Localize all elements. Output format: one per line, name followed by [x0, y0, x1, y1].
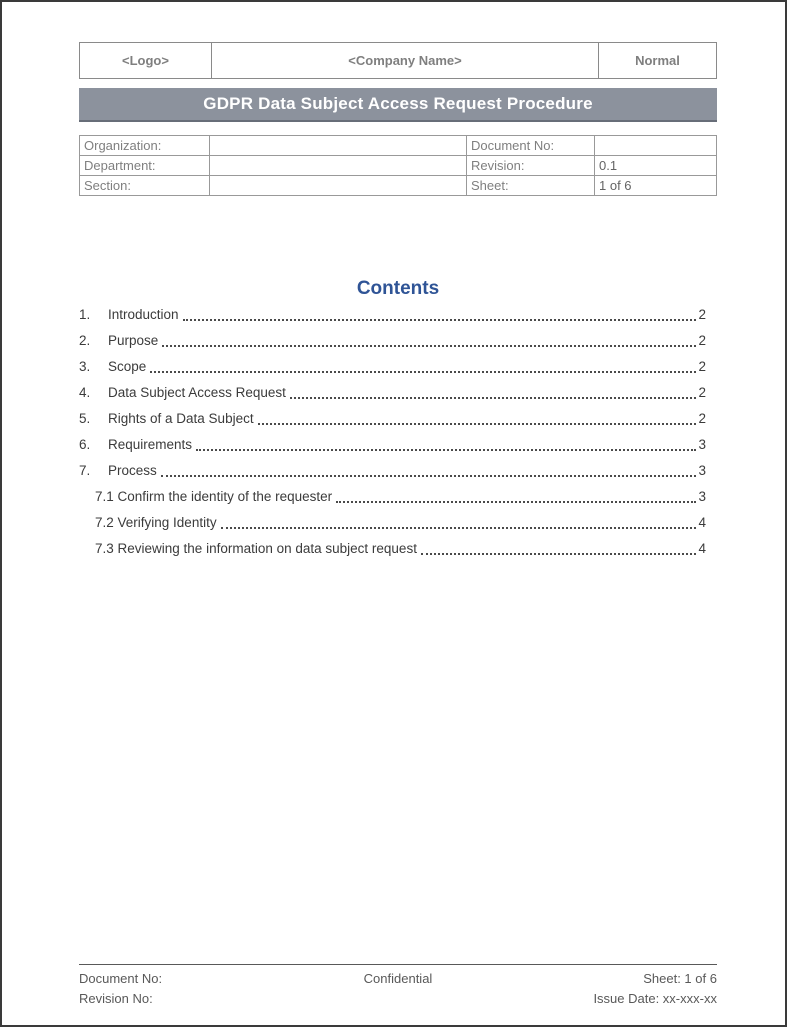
info-label-left: Department: [80, 156, 210, 176]
toc-entry-label: 7.3 Reviewing the information on data subject request [95, 541, 417, 556]
footer-document-no: Document No: [79, 971, 163, 986]
toc-entry-label: Data Subject Access Request [108, 385, 286, 400]
toc-entry-number: 5. [79, 411, 91, 426]
toc-entry-label: Scope [108, 359, 147, 374]
info-table-row [80, 176, 717, 196]
toc-entry-number: 3. [79, 359, 91, 374]
toc-entry-page: 2 [698, 359, 706, 374]
toc-entry-label: 7.1 Confirm the identity of the requester [95, 489, 333, 504]
toc-entry[interactable] [79, 510, 706, 536]
toc-entry-page: 4 [698, 541, 706, 556]
info-label-right: Document No: [467, 136, 595, 156]
toc-entry-label: 7.2 Verifying Identity [95, 515, 217, 530]
document-info-table [79, 135, 717, 196]
toc-entry-number: 4. [79, 385, 91, 400]
company-name-placeholder: <Company Name> [211, 43, 598, 78]
toc-dot-leader [334, 484, 696, 510]
info-value-left [210, 156, 467, 176]
info-table-row [80, 136, 717, 156]
document-title: GDPR Data Subject Access Request Procedure [203, 94, 593, 113]
toc-entry-label: Requirements [108, 437, 193, 452]
toc-entry[interactable] [79, 458, 706, 484]
toc-dot-leader [194, 432, 696, 458]
info-value-left [210, 136, 467, 156]
toc-entry-page: 2 [698, 333, 706, 348]
toc-dot-leader [148, 354, 696, 380]
toc-entry-label: Introduction [108, 307, 179, 322]
page-footer [79, 964, 717, 1009]
info-label-left: Organization: [80, 136, 210, 156]
toc-entry-page: 3 [698, 463, 706, 478]
footer-confidential-label: Confidential [363, 971, 433, 986]
info-value-right: 1 of 6 [595, 176, 717, 196]
toc-entry[interactable] [79, 536, 706, 562]
footer-revision-no: Revision No: [79, 991, 153, 1006]
toc-dot-leader [219, 510, 697, 536]
doc-classification-cell: Normal [598, 43, 716, 78]
toc-entry[interactable] [79, 484, 706, 510]
info-value-left [210, 176, 467, 196]
toc-entry-label: Purpose [108, 333, 159, 348]
info-value-right: 0.1 [595, 156, 717, 176]
header-table [79, 42, 717, 79]
toc-dot-leader [288, 380, 697, 406]
footer-sheet-number: Sheet: 1 of 6 [643, 971, 717, 986]
toc-entry-label: Rights of a Data Subject [108, 411, 254, 426]
toc-entry[interactable] [79, 354, 706, 380]
contents-heading: Contents [356, 278, 440, 299]
logo-placeholder: <Logo> [122, 53, 169, 68]
info-table-row [80, 156, 717, 176]
toc-entry[interactable] [79, 380, 706, 406]
info-label-right: Sheet: [467, 176, 595, 196]
info-label-left: Section: [80, 176, 210, 196]
toc-entry-number: 7. [79, 463, 91, 478]
toc-entry-page: 4 [698, 515, 706, 530]
toc-dot-leader [419, 536, 697, 562]
footer-issue-date: Issue Date: xx-xxx-xx [593, 991, 717, 1006]
toc-entry-number: 1. [79, 307, 91, 322]
toc-entry-page: 3 [698, 437, 706, 452]
toc-entry[interactable] [79, 302, 706, 328]
toc-dot-leader [256, 406, 697, 432]
toc-entry[interactable] [79, 406, 706, 432]
toc-entry-number: 6. [79, 437, 91, 452]
toc-entry-page: 2 [698, 385, 706, 400]
info-value-right [595, 136, 717, 156]
toc-entry[interactable] [79, 328, 706, 354]
toc-dot-leader [160, 328, 696, 354]
toc-dot-leader [181, 302, 697, 328]
toc-entry-page: 2 [698, 307, 706, 322]
toc-entry-label: Process [108, 463, 157, 478]
toc-dot-leader [159, 458, 697, 484]
toc-entry[interactable] [79, 432, 706, 458]
toc-entry-page: 3 [698, 489, 706, 504]
document-title-banner [79, 88, 717, 122]
info-label-right: Revision: [467, 156, 595, 176]
toc-entry-page: 2 [698, 411, 706, 426]
table-of-contents [79, 302, 706, 562]
toc-entry-number: 2. [79, 333, 91, 348]
